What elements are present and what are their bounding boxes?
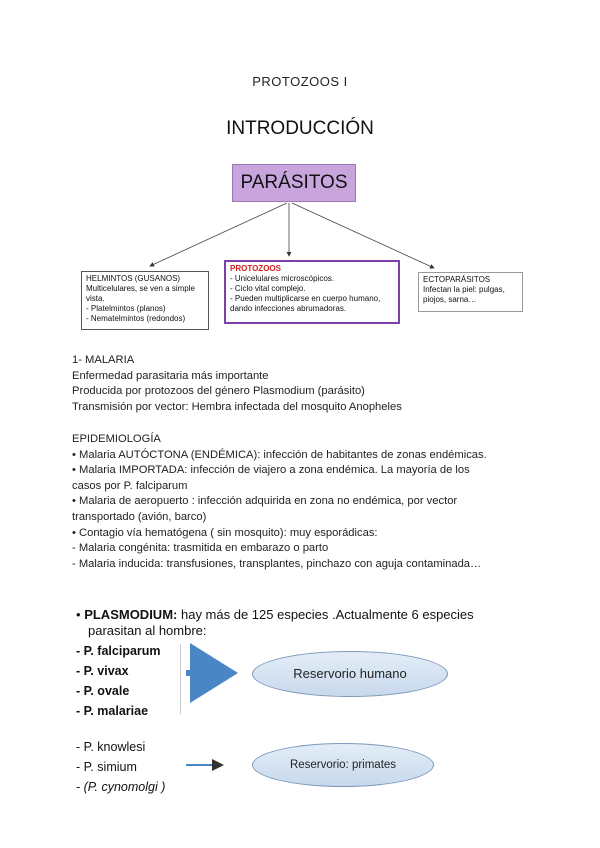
divider-line <box>180 644 181 714</box>
malaria-heading: 1- MALARIA <box>72 354 135 366</box>
species-group-human <box>76 641 161 721</box>
plasmodium-line2: parasitan al hombre: <box>88 623 207 638</box>
ectoparasitos-title: ECTOPARÁSITOS <box>423 275 491 284</box>
arrow-helmintos <box>150 203 287 266</box>
malaria-section <box>72 353 402 415</box>
helmintos-line: vista. <box>86 294 105 303</box>
species-group-primates <box>76 737 165 797</box>
malaria-line: Transmisión por vector: Hembra infectada del mosquito Anopheles <box>72 400 402 413</box>
species-item: - (P. cynomolgi ) <box>76 780 166 794</box>
protozoos-title: PROTOZOOS <box>230 264 281 273</box>
protozoos-line: dando infecciones abrumadoras. <box>230 304 347 313</box>
epidemiologia-line: • Malaria de aeropuerto : infección adquirida en zona no endémica, por vector <box>72 495 458 508</box>
plasmodium-intro <box>76 607 474 639</box>
ectoparasitos-line: Infectan la piel: pulgas, <box>423 285 505 294</box>
protozoos-line: - Pueden multiplicarse en cuerpo humano, <box>230 294 381 303</box>
species-item: - P. simium <box>76 760 137 774</box>
epidemiologia-line: casos por P. falciparum <box>72 479 188 492</box>
epidemiologia-heading: EPIDEMIOLOGÍA <box>72 433 161 445</box>
epidemiologia-line: • Malaria AUTÓCTONA (ENDÉMICA): infección de habitantes de zonas endémicas. <box>72 448 487 461</box>
helmintos-box <box>81 271 209 330</box>
epidemiologia-line: - Malaria inducida: transfusiones, transplantes, pinchazo con aguja contaminada… <box>72 557 482 570</box>
species-item: - P. malariae <box>76 704 149 718</box>
plasmodium-bullet: • <box>76 607 81 622</box>
species-item: - P. vivax <box>76 664 129 678</box>
ectoparasitos-line: piojos, sarna… <box>423 295 477 304</box>
species-item: - P. ovale <box>76 684 130 698</box>
species-item: - P. falciparum <box>76 644 161 658</box>
epidemiologia-line: transportado (avión, barco) <box>72 510 207 523</box>
parasitos-box: PARÁSITOS <box>232 164 356 202</box>
reservoir-human-ellipse: Reservorio humano <box>252 651 448 697</box>
epidemiologia-section <box>72 432 487 572</box>
species-item: - P. knowlesi <box>76 740 146 754</box>
helmintos-title: HELMINTOS (GUSANOS) <box>86 274 181 283</box>
protozoos-box <box>224 260 400 324</box>
plasmodium-line1: hay más de 125 especies .Actualmente 6 especies <box>180 607 474 622</box>
protozoos-line: - Unicelulares microscópicos. <box>230 274 335 283</box>
reservoir-primates-ellipse: Reservorio: primates <box>252 743 434 787</box>
helmintos-line: Multicelulares, se ven a simple <box>86 284 195 293</box>
epidemiologia-line: • Malaria IMPORTADA: infección de viajero a zona endémica. La mayoría de los <box>72 464 470 477</box>
plasmodium-label: PLASMODIUM: <box>84 607 178 622</box>
helmintos-line: - Nematelmintos (redondos) <box>86 314 186 323</box>
epidemiologia-line: - Malaria congénita: trasmitida en embarazo o parto <box>72 542 329 555</box>
page-title: PROTOZOOS I <box>252 74 348 89</box>
malaria-line: Producida por protozoos del género Plasmodium (parásito) <box>72 385 365 398</box>
epidemiologia-line: • Contagio vía hematógena ( sin mosquito): muy esporádicas: <box>72 526 378 539</box>
ectoparasitos-box <box>418 272 523 312</box>
arrow-ectoparasitos <box>292 203 434 268</box>
protozoos-line: - Ciclo vital complejo. <box>230 284 306 293</box>
malaria-line: Enfermedad parasitaria más importante <box>72 369 269 382</box>
intro-heading: INTRODUCCIÓN <box>226 118 374 139</box>
helmintos-line: - Platelmintos (planos) <box>86 304 166 313</box>
